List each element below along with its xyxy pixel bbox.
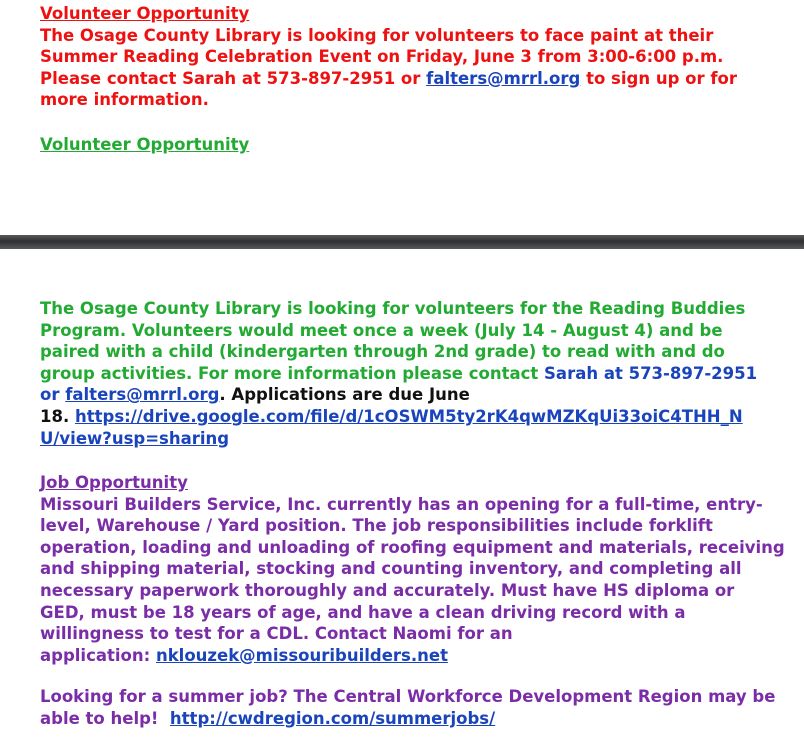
notice-text: able to help! [40, 708, 170, 728]
job-opportunity-notice [40, 472, 785, 666]
notice-line [40, 384, 780, 406]
application-link[interactable]: U/view?usp=sharing [40, 428, 230, 448]
reading-buddies-notice [40, 298, 780, 449]
notice-line [40, 363, 780, 385]
notice-text: to sign up or for [580, 68, 737, 88]
notice-line: Program. Volunteers would meet once a week (July 14 - August 4) and be [40, 320, 723, 340]
contact-text: or [40, 385, 66, 405]
notice-text: 18. [40, 406, 75, 426]
notice-text: Applications are due June [225, 385, 470, 405]
notice-text: group activities. For more information please contact [40, 363, 545, 383]
section-heading: Volunteer Opportunity [40, 135, 250, 154]
notice-line [40, 406, 780, 428]
notice-line: and shipping material, stocking and counting inventory, and completing all [40, 559, 742, 579]
notice-text: . [219, 385, 226, 405]
email-link[interactable]: falters@mrrl.org [65, 385, 220, 405]
notice-line [40, 68, 780, 90]
summer-jobs-link[interactable]: http://cwdregion.com/summerjobs/ [169, 708, 496, 728]
summer-jobs-notice [40, 686, 780, 729]
section-heading: Job Opportunity [40, 473, 188, 492]
notice-line: GED, must be 18 years of age, and have a clean driving record with a [40, 602, 686, 622]
notice-text: application: [40, 645, 156, 665]
section-heading: Volunteer Opportunity [40, 4, 250, 23]
email-link[interactable]: falters@mrrl.org [426, 68, 581, 88]
notice-line: more information. [40, 90, 209, 110]
notice-line: level, Warehouse / Yard position. The job responsibilities include forklift [40, 516, 713, 536]
notice-line: operation, loading and unloading of roofing equipment and materials, receiving [40, 537, 785, 557]
notice-text: Please contact Sarah at 573-897-2951 or [40, 68, 427, 88]
page-break-divider [0, 235, 804, 249]
contact-text: Sarah at 573-897-2951 [544, 363, 758, 383]
notice-line: Summer Reading Celebration Event on Friday, June 3 from 3:00-6:00 p.m. [40, 47, 724, 67]
notice-line: willingness to test for a CDL. Contact Naomi for an [40, 624, 513, 644]
notice-line: necessary paperwork thoroughly and accurately. Must have HS diploma or [40, 580, 735, 600]
notice-line: Missouri Builders Service, Inc. currently has an opening for a full-time, entry- [40, 494, 763, 514]
notice-line: Looking for a summer job? The Central Workforce Development Region may be [40, 687, 776, 706]
notice-line: paired with a child (kindergarten through 2nd grade) to read with and do [40, 342, 725, 362]
volunteer-face-paint-notice [40, 3, 780, 111]
notice-line [40, 708, 780, 730]
email-link[interactable]: nklouzek@missouribuilders.net [155, 645, 448, 665]
notice-line [40, 645, 780, 667]
notice-line: The Osage County Library is looking for volunteers to face paint at their [40, 25, 714, 45]
application-link[interactable]: https://drive.google.com/file/d/1cOSWM5ty2rK4qwMZKqUi33oiC4THH_N [74, 406, 743, 426]
notice-line [40, 428, 780, 450]
notice-line: The Osage County Library is looking for volunteers for the Reading Buddies [40, 299, 746, 318]
